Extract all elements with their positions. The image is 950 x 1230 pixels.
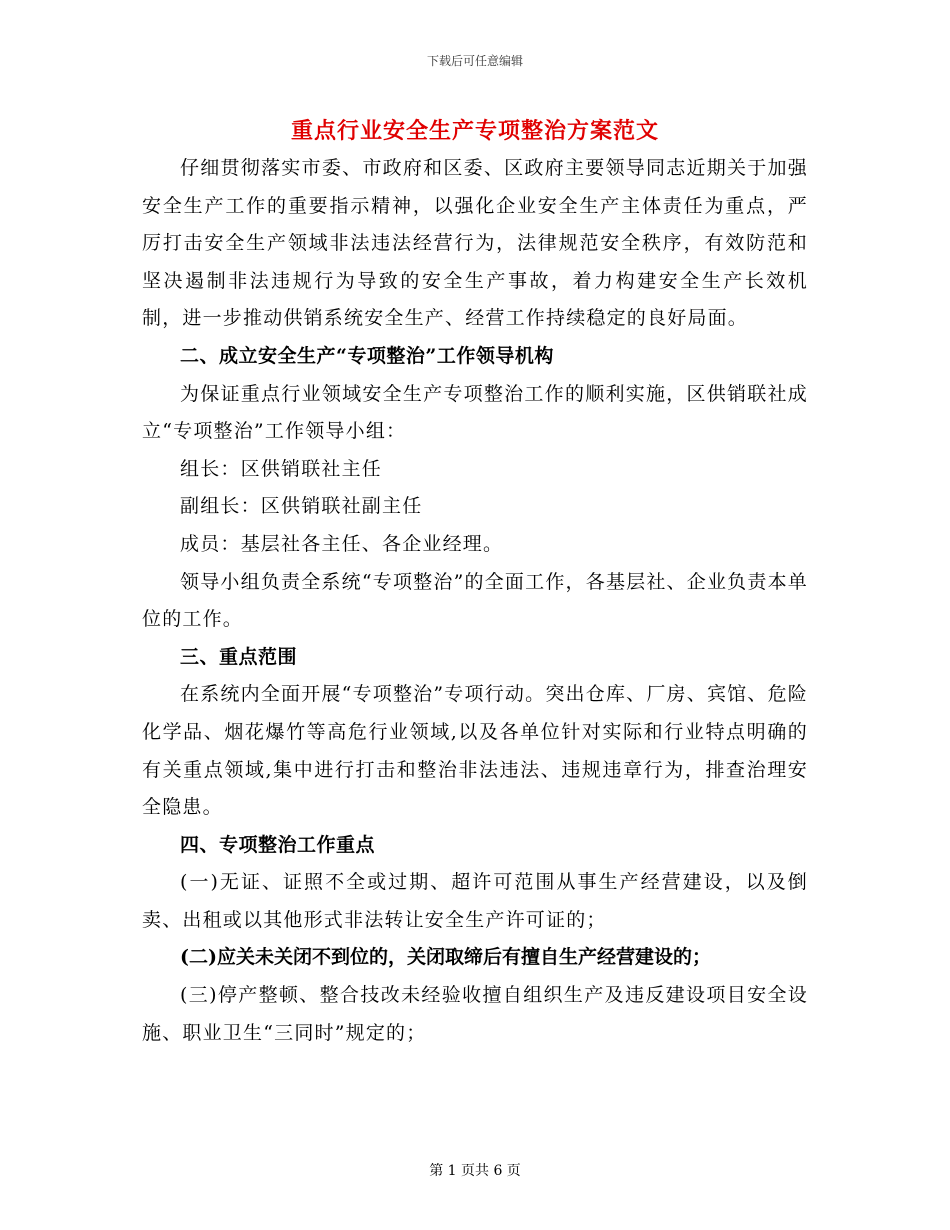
section-2-paragraph: 为保证重点行业领域安全生产专项整治工作的顺利实施，区供销联社成立“专项整治”工作领导小组： (142, 382, 808, 443)
section-heading-3: 三、重点范围 (180, 645, 298, 668)
responsibility-paragraph: 领导小组负责全系统“专项整治”的全面工作，各基层社、企业负责本单位的工作。 (142, 570, 808, 631)
item-3-paragraph: (三)停产整顿、整合技改未经验收擅自组织生产及违反建设项目安全设施、职业卫生“三同时”规定的； (142, 984, 808, 1044)
page-header-note: 下载后可任意编辑 (426, 54, 523, 68)
page-number-footer: 第 1 页共 6 页 (429, 1163, 521, 1179)
section-heading-4: 四、专项整治工作重点 (180, 833, 376, 856)
deputy-leader-line: 副组长：区供销联社副主任 (180, 495, 423, 518)
intro-paragraph: 仔细贯彻落实市委、市政府和区委、区政府主要领导同志近期关于加强安全生产工作的重要指示精神，以强化企业安全生产主体责任为重点，严厉打击安全生产领域非法违法经营行为，法律规范安全秩序，有效防范和坚决遏制非法违规行为导致的安全生产事故，着力构建安全生产长效机制，进一步推动供销系统安全生产、经营工作持续稳定的良好局面。 (142, 157, 808, 330)
members-line: 成员：基层社各主任、各企业经理。 (180, 532, 504, 555)
section-heading-2: 二、成立安全生产“专项整治”工作领导机构 (180, 344, 554, 367)
item-1-paragraph: (一)无证、证照不全或过期、超许可范围从事生产经营建设，以及倒卖、出租或以其他形式非法转让安全生产许可证的； (142, 871, 808, 931)
item-2-paragraph: (二)应关未关闭不到位的，关闭取缔后有擅自生产经营建设的； (180, 946, 711, 969)
document-title: 重点行业安全生产专项整治方案范文 (290, 118, 659, 144)
document-body (142, 150, 808, 1052)
leader-line: 组长：区供销联社主任 (180, 457, 383, 480)
section-3-paragraph: 在系统内全面开展“专项整治”专项行动。突出仓库、厂房、宾馆、危险化学品、烟花爆竹等高危行业领域,以及各单位针对实际和行业特点明确的有关重点领域,集中进行打击和整治非法违法、违规违章行为，排查治理安全隐患。 (142, 683, 808, 819)
